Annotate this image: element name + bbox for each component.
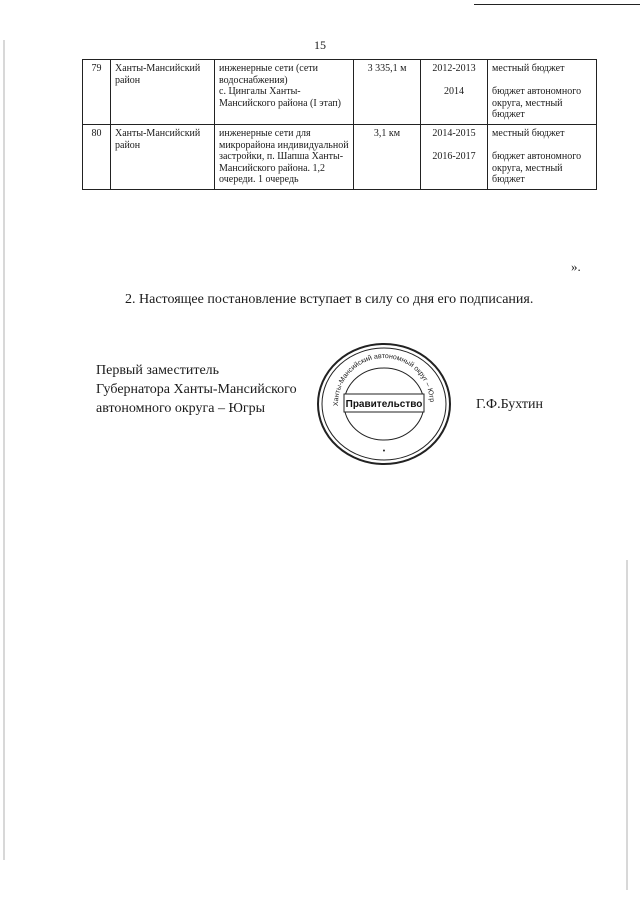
source-1: местный бюджет [492, 63, 565, 74]
period-2: 2014 [444, 86, 464, 98]
source-2: бюджет автономного округа, местный бюджет [492, 151, 582, 186]
closing-quote: ». [571, 259, 581, 274]
position-line: автономного округа – Югры [96, 401, 265, 416]
official-seal [314, 340, 454, 468]
seal-star-icon: • [382, 448, 386, 455]
table-row [83, 124, 597, 189]
program-table [82, 59, 597, 190]
signatory-position [96, 361, 297, 418]
table-row [83, 60, 597, 125]
row-number: 79 [83, 60, 111, 125]
object-line: инженерные сети (сети водоснабжения) [219, 63, 318, 86]
right-scan-edge [626, 560, 628, 890]
seal-ring-text: Ханты-Мансийский автономный округ – Югр [332, 352, 435, 407]
position-line: Первый заместитель [96, 363, 220, 378]
signer-name: Г.Ф.Бухтин [476, 397, 544, 412]
top-rule [474, 4, 640, 5]
effective-clause: 2. Настоящее постановление вступает в силу со дня его подписания. [125, 292, 534, 307]
seal-center-text: Правительство [345, 399, 423, 410]
source-cell [488, 60, 597, 125]
period-cell [421, 60, 488, 125]
district-cell: Ханты-Мансийский район [111, 124, 215, 189]
period-2: 2016-2017 [432, 151, 476, 163]
object-line: с. Цингалы Ханты-Мансийского района (I этап) [219, 86, 341, 109]
position-line: Губернатора Ханты-Мансийского [96, 382, 297, 397]
capacity-cell: 3 335,1 м [354, 60, 421, 125]
row-number: 80 [83, 124, 111, 189]
left-scan-edge [3, 40, 5, 860]
source-2: бюджет автономного округа, местный бюджет [492, 86, 582, 121]
capacity-cell: 3,1 км [354, 124, 421, 189]
object-cell [215, 124, 354, 189]
period-1: 2012-2013 [432, 63, 476, 74]
object-cell [215, 60, 354, 125]
period-1: 2014-2015 [432, 127, 476, 139]
period-cell [421, 124, 488, 189]
district-cell: Ханты-Мансийский район [111, 60, 215, 125]
page-number: 15 [314, 38, 326, 52]
source-cell [488, 124, 597, 189]
source-1: местный бюджет [492, 127, 565, 139]
object-line: инженерные сети для микрорайона индивидуальной застройки, п. Шапша Ханты-Мансийского района. 1,2 очереди. 1 очередь [219, 127, 349, 186]
